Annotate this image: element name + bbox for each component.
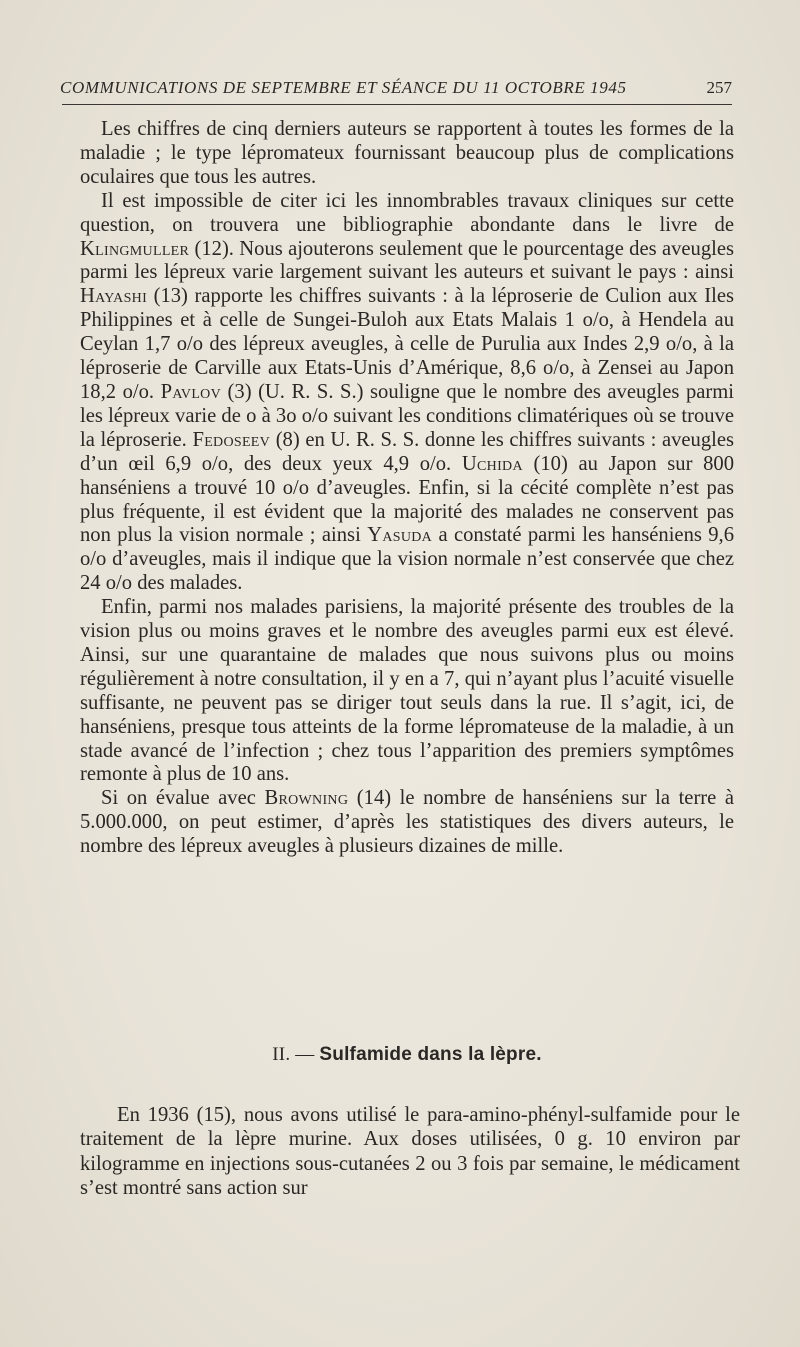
paragraph-2-part-c: (13) rapporte les chiffres suivants : à la léproserie de Culion aux Iles Philippines et à celle de Sungei-Buloh aux Etats Malais 1 o/o, à Hendela au Ceylan 1,7 o/o des lépreux aveugles, à celle de Purulia aux Indes 2,9 o/o, à la léproserie de Carville aux Etats-Unis d’Amérique, 8,6 o/o, à Zensei au Japon 18,2 o/o. [80,285,734,403]
section-body-text [80,1103,740,1200]
author-name-uchida: Uchida [461,452,523,475]
paragraph-2-part-f: (10) au Japon sur 800 hanséniens a trouvé 10 o/o d’aveugles. Enfin, si la cécité complète n’est pas plus fréquente, il est évident que la majorité des malades ne conservent pas non plus la vision normale ; ainsi [80,452,734,547]
author-name-yasuda: Yasuda [367,524,433,547]
author-name-fedoseev: Fedoseev [192,428,271,451]
running-title: COMMUNICATIONS DE SEPTEMBRE ET SÉANCE DU 11 OCTOBRE 1945 [60,78,627,97]
paragraph-4 [80,787,734,859]
author-name-browning: Browning [264,787,349,810]
paragraph-4-part-b: (14) le nombre de hanséniens sur la terre à 5.000.000, on peut estimer, d’après les statistiques des divers auteurs, le nombre des lépreux aveugles à plusieurs dizaines de mille. [80,787,734,858]
section-dash: — [290,1044,320,1065]
section-paragraph: En 1936 (15), nous avons utilisé le para-amino-phényl-sulfamide pour le traitement de la lèpre murine. Aux doses utilisées, 0 g. 10 environ par kilogramme en injections sous-cutanées 2 ou 3 fois par semaine, le médicament s’est montré sans action sur [80,1104,740,1199]
author-name-klingmuller: Klingmuller [80,237,190,260]
section-title: Sulfamide dans la lèpre. [319,1044,542,1065]
paragraph-2-part-e: (8) en U. R. S. S. donne les chiffres suivants : aveugles d’un œil 6,9 o/o, des deux yeux 4,9 o/o. [80,428,734,475]
section-heading [80,1044,734,1066]
author-name-hayashi: Hayashi [80,285,148,308]
paragraph-2 [80,190,734,596]
page-number: 257 [706,78,732,97]
paragraph-2-part-b: (12). Nous ajouterons seulement que le pourcentage des aveugles parmi les lépreux varie largement suivant les auteurs et suivant le pays : ainsi [80,237,734,284]
author-name-pavlov: Pavlov [160,380,222,403]
paragraph-1: Les chiffres de cinq derniers auteurs se rapportent à toutes les formes de la maladie ; le type lépromateux fournissant beaucoup plus de complications oculaires que tous les autres. [80,118,734,188]
paragraph-2-part-g: a constaté parmi les hanséniens 9,6 o/o d’aveugles, mais il indique que la vision normale n’est conservée que chez 24 o/o des malades. [80,524,734,595]
running-header [60,74,732,100]
paragraph-4-part-a: Si on évalue avec [101,787,265,810]
header-rule [62,104,732,105]
body-text [80,118,734,859]
section-number: II. [272,1044,291,1065]
paragraph-2-part-a: Il est impossible de citer ici les innombrables travaux cliniques sur cette question, on trouvera une bibliographie abondante dans le livre de [80,189,734,236]
paragraph-2-part-d: (3) (U. R. S. S.) souligne que le nombre des aveugles parmi les lépreux varie de o à 3o o/o suivant les conditions climatériques où se trouve la léproserie. [80,380,734,451]
paragraph-3: Enfin, parmi nos malades parisiens, la majorité présente des troubles de la vision plus ou moins graves et le nombre des aveugles parmi eux est élevé. Ainsi, sur une quarantaine de malades que nous suivons plus ou moins régulièrement à notre consultation, il y en a 7, qui n’ayant plus l’acuité visuelle suffisante, ne peuvent pas se diriger tout seuls dans la rue. Il s’agit, ici, de hanséniens, presque tous atteints de la forme lépromateuse de la maladie, à un stade avancé de l’infection ; chez tous l’apparition des premiers symptômes remonte à plus de 10 ans. [80,596,734,786]
